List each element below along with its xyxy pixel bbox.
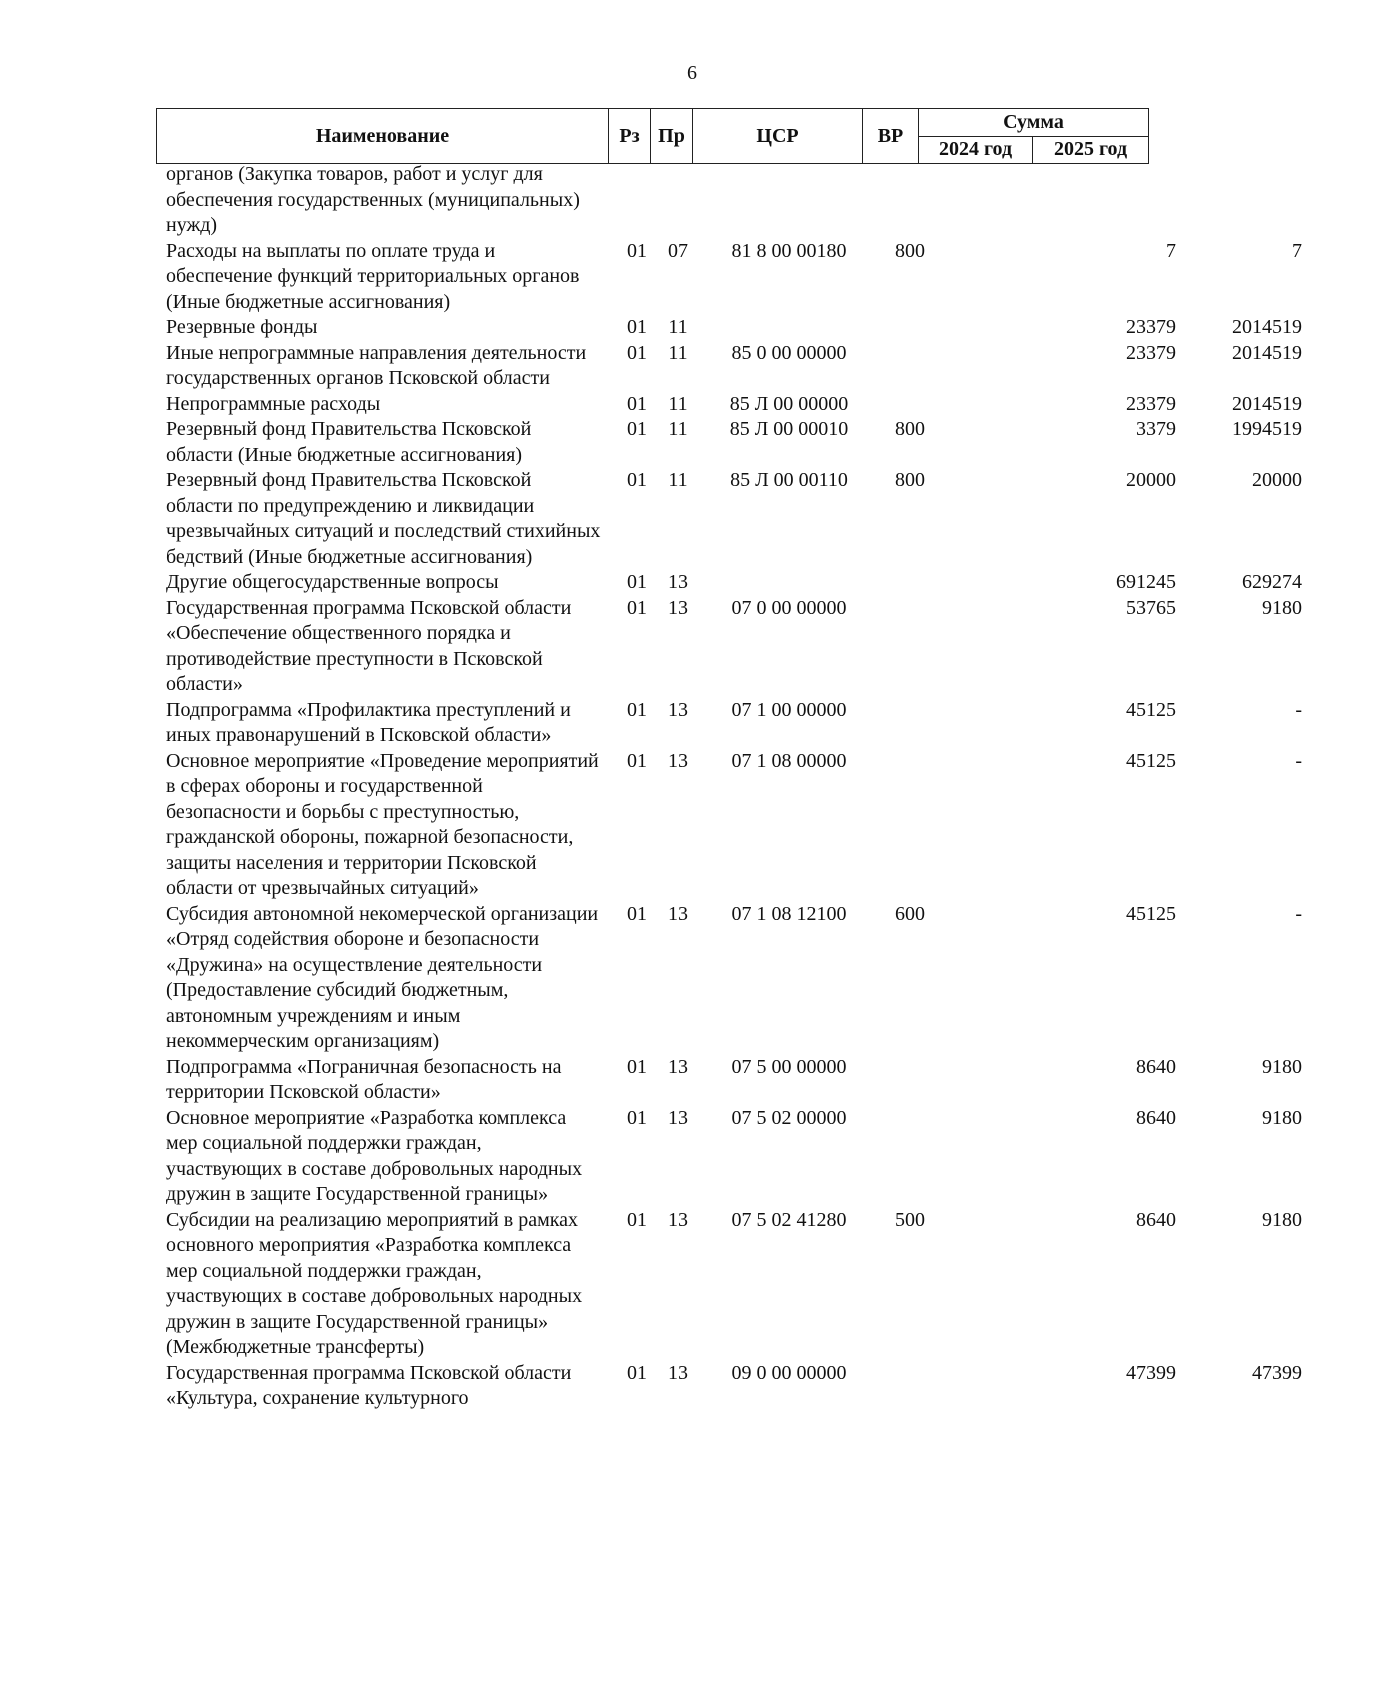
row-sum-2024: 23379 xyxy=(1126,392,1176,415)
header-csr: ЦСР xyxy=(693,109,863,164)
row-name: Резервный фонд Правительства Псковской области (Иные бюджетные ассигнования) xyxy=(166,418,532,466)
row-sum-2024: 8640 xyxy=(1136,1208,1176,1231)
table-row xyxy=(166,902,1302,1055)
row-name: Резервный фонд Правительства Псковской области по предупреждению и ликвидации чрезвычайных ситуаций и последствий стихийных бедствий (Иные бюджетные ассигнования) xyxy=(166,469,601,568)
row-name: Подпрограмма «Пограничная безопасность на территории Псковской области» xyxy=(166,1055,562,1103)
row-vr: 500 xyxy=(895,1208,925,1231)
table-row xyxy=(166,392,1302,418)
table-row xyxy=(166,315,1302,341)
row-rz: 01 xyxy=(627,316,647,338)
row-name: Основное мероприятие «Разработка комплекса мер социальной поддержки граждан, участвующих в составе добровольных народных дружин в защите Государственной границы» xyxy=(166,1106,583,1205)
row-rz: 01 xyxy=(627,1208,647,1231)
row-csr: 07 1 08 00000 xyxy=(731,749,847,772)
header-pr: Пр xyxy=(651,109,693,164)
row-csr: 07 1 00 00000 xyxy=(731,698,847,721)
row-pr: 13 xyxy=(668,902,688,925)
row-name: Непрограммные расходы xyxy=(166,392,381,415)
header-year-2025: 2025 год xyxy=(1033,136,1149,164)
row-sum-2025: 1994519 xyxy=(1232,418,1302,440)
row-rz: 01 xyxy=(627,749,647,772)
table-row xyxy=(166,162,1146,239)
row-name: органов (Закупка товаров, работ и услуг для обеспечения государственных (муниципальных) нужд) xyxy=(166,163,580,236)
row-name: Субсидия автономной некомерческой организации «Отряд содействия обороне и безопасности «Дружина» на осуществление деятельности (Предоставление субсидий бюджетным, автономным учреждениям и иным некоммерческим организациям) xyxy=(166,902,599,1052)
row-csr: 85 Л 00 00000 xyxy=(729,392,849,415)
row-vr: 800 xyxy=(895,469,925,491)
row-sum-2024: 691245 xyxy=(1116,571,1176,593)
row-pr: 13 xyxy=(668,571,688,593)
header-rz: Рз xyxy=(609,109,651,164)
row-sum-2024: 8640 xyxy=(1136,1055,1176,1078)
row-csr: 07 5 00 00000 xyxy=(731,1055,847,1078)
row-name: Иные непрограммные направления деятельности государственных органов Псковской области xyxy=(166,341,587,389)
page-number: 6 xyxy=(687,62,697,84)
row-rz: 01 xyxy=(627,571,647,593)
row-sum-2025: 9180 xyxy=(1262,596,1302,619)
row-pr: 11 xyxy=(668,392,688,415)
header-name: Наименование xyxy=(157,109,609,164)
table-row xyxy=(166,698,1302,749)
row-rz: 01 xyxy=(627,1361,647,1384)
row-sum-2024: 47399 xyxy=(1126,1361,1176,1384)
table-row xyxy=(166,341,1302,392)
row-sum-2024: 45125 xyxy=(1126,749,1176,772)
row-pr: 13 xyxy=(668,749,688,772)
row-name: Государственная программа Псковской области «Культура, сохранение культурного xyxy=(166,1361,572,1409)
row-pr: 11 xyxy=(668,341,688,364)
row-csr: 09 0 00 00000 xyxy=(731,1361,847,1384)
table-row xyxy=(166,749,1302,902)
row-pr: 11 xyxy=(668,316,688,338)
row-name: Расходы на выплаты по оплате труда и обеспечение функций территориальных органов (Иные бюджетные ассигнования) xyxy=(166,239,580,313)
row-rz: 01 xyxy=(627,596,647,619)
row-sum-2024: 45125 xyxy=(1126,698,1176,721)
row-name: Другие общегосударственные вопросы xyxy=(166,571,499,593)
table-row xyxy=(166,1106,1302,1208)
row-sum-2025: - xyxy=(1295,749,1302,772)
row-csr: 07 0 00 00000 xyxy=(731,596,847,619)
row-sum-2024: 45125 xyxy=(1126,902,1176,925)
row-sum-2025: 9180 xyxy=(1262,1106,1302,1129)
row-rz: 01 xyxy=(627,902,647,925)
table-header xyxy=(156,108,1149,164)
row-sum-2025: 7 xyxy=(1292,239,1302,262)
row-name: Резервные фонды xyxy=(166,316,318,338)
row-name: Субсидии на реализацию мероприятий в рамках основного мероприятия «Разработка комплекса мер социальной поддержки граждан, участвующих в составе добровольных народных дружин в защите Государственной границы» (Межбюджетные трансферты) xyxy=(166,1208,583,1358)
row-sum-2024: 23379 xyxy=(1126,316,1176,338)
row-sum-2025: 2014519 xyxy=(1232,392,1302,415)
row-sum-2025: 47399 xyxy=(1252,1361,1302,1384)
row-sum-2024: 53765 xyxy=(1126,596,1176,619)
row-pr: 11 xyxy=(668,469,688,491)
row-pr: 13 xyxy=(668,596,688,619)
row-sum-2025: 20000 xyxy=(1252,469,1302,491)
row-vr: 600 xyxy=(895,902,925,925)
row-rz: 01 xyxy=(627,1106,647,1129)
row-rz: 01 xyxy=(627,239,647,262)
row-sum-2025: 2014519 xyxy=(1232,316,1302,338)
row-csr: 07 1 08 12100 xyxy=(731,902,847,925)
row-pr: 13 xyxy=(668,1361,688,1384)
row-rz: 01 xyxy=(627,469,647,491)
row-sum-2024: 20000 xyxy=(1126,469,1176,491)
row-csr: 85 0 00 00000 xyxy=(731,341,847,364)
row-sum-2024: 3379 xyxy=(1136,418,1176,440)
row-name: Подпрограмма «Профилактика преступлений и иных правонарушений в Псковской области» xyxy=(166,698,571,746)
row-vr: 800 xyxy=(895,239,925,262)
header-vr: ВР xyxy=(863,109,919,164)
row-sum-2024: 23379 xyxy=(1126,341,1176,364)
table-row xyxy=(166,570,1302,596)
row-sum-2025: 9180 xyxy=(1262,1208,1302,1231)
header-sum: Сумма xyxy=(919,109,1149,137)
row-pr: 13 xyxy=(668,1106,688,1129)
table-row xyxy=(166,468,1302,570)
row-rz: 01 xyxy=(627,418,647,440)
row-sum-2025: - xyxy=(1295,698,1302,721)
row-pr: 11 xyxy=(668,418,688,440)
row-sum-2024: 7 xyxy=(1166,239,1176,262)
row-vr: 800 xyxy=(895,418,925,440)
row-rz: 01 xyxy=(627,698,647,721)
row-csr: 07 5 02 41280 xyxy=(731,1208,847,1231)
row-csr: 85 Л 00 00010 xyxy=(729,418,849,440)
row-sum-2025: 2014519 xyxy=(1232,341,1302,364)
table-row xyxy=(166,1055,1302,1106)
row-sum-2025: 9180 xyxy=(1262,1055,1302,1078)
row-name: Государственная программа Псковской области «Обеспечение общественного порядка и противодействие преступности в Псковской области» xyxy=(166,596,572,695)
row-sum-2025: 629274 xyxy=(1242,571,1302,593)
row-rz: 01 xyxy=(627,1055,647,1078)
row-sum-2024: 8640 xyxy=(1136,1106,1176,1129)
table-row xyxy=(166,596,1302,698)
table-row xyxy=(166,417,1302,468)
header-year-2024: 2024 год xyxy=(919,136,1033,164)
row-sum-2025: - xyxy=(1295,902,1302,925)
row-csr: 81 8 00 00180 xyxy=(731,239,847,262)
row-rz: 01 xyxy=(627,392,647,415)
row-csr: 07 5 02 00000 xyxy=(731,1106,847,1129)
table-row xyxy=(166,1208,1302,1361)
row-csr: 85 Л 00 00110 xyxy=(730,469,848,491)
row-pr: 07 xyxy=(668,239,688,262)
table-row xyxy=(166,1361,1302,1412)
row-pr: 13 xyxy=(668,698,688,721)
row-name: Основное мероприятие «Проведение мероприятий в сферах обороны и государственной безопасности и борьбы с преступностью, гражданской обороны, пожарной безопасности, защиты населения и территории Псковской области от чрезвычайных ситуаций» xyxy=(166,749,599,899)
table-body xyxy=(166,162,1302,1412)
table-row xyxy=(166,239,1302,316)
row-pr: 13 xyxy=(668,1055,688,1078)
row-rz: 01 xyxy=(627,341,647,364)
row-pr: 13 xyxy=(668,1208,688,1231)
